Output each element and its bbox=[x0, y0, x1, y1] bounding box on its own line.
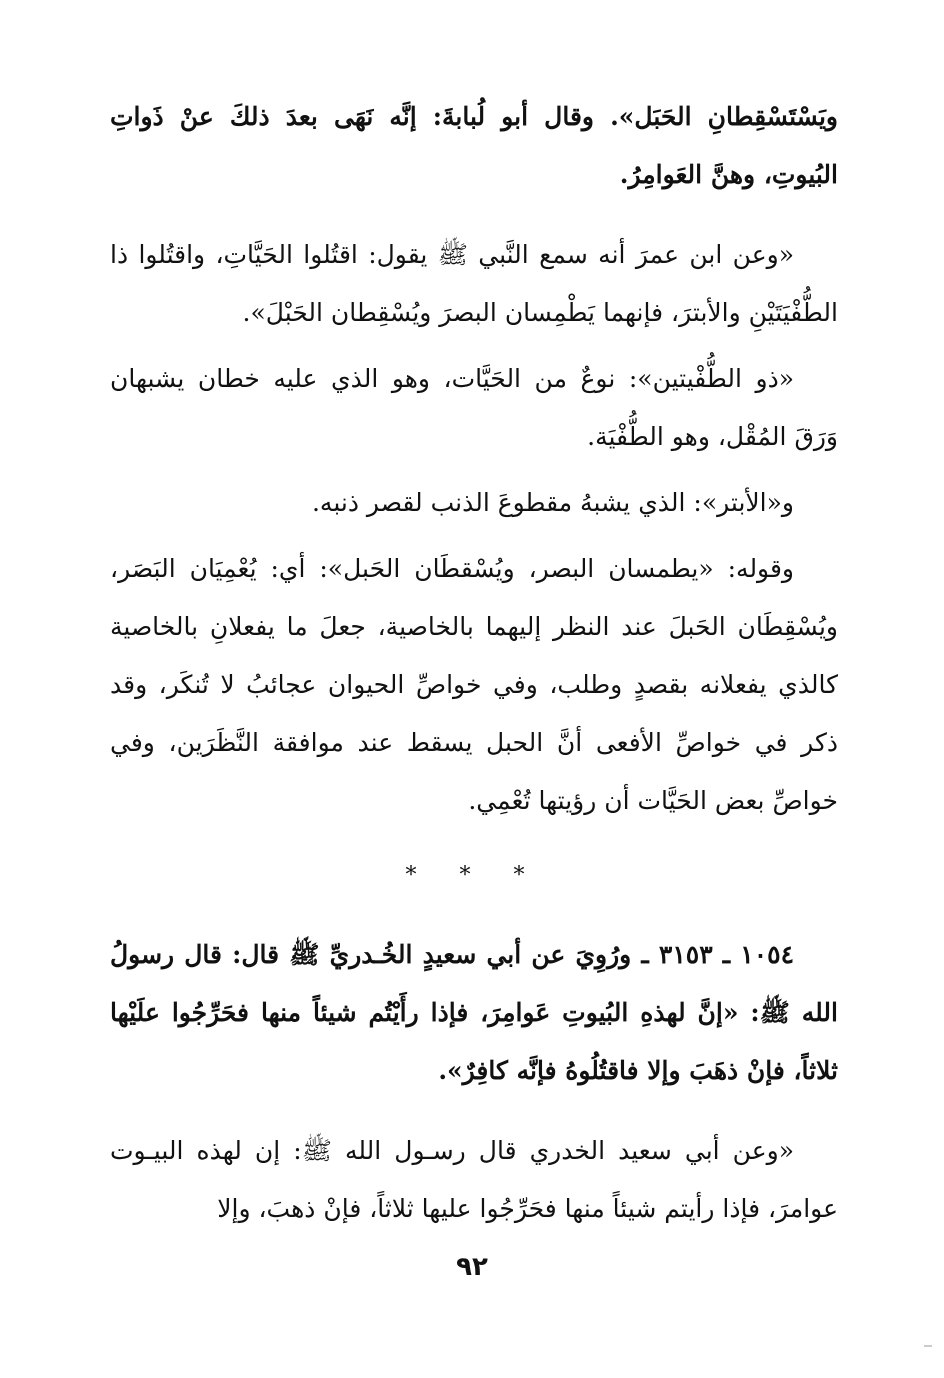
page-content bbox=[110, 88, 838, 1378]
paragraph-abu-said-commentary: «وعن أبي سعيد الخدري قال رسـول الله ﷺ: إن لهذه البيـوت عوامرَ، فإذا رأيتم شيئاً منها فحَرِّجُوا عليها ثلاثاً، فإنْ ذهبَ، وإلا bbox=[110, 1136, 838, 1223]
section-separator: * * * bbox=[405, 863, 543, 888]
paragraph-abtar: و«الأبتر»: الذي يشبهُ مقطوعَ الذنب لقصر ذنبه. bbox=[311, 488, 794, 517]
paragraph-explanation: وقوله: «يطمسان البصر، ويُسْقطَان الحَبل»: أي: يُعْمِيَان البَصَر، ويُسْقِطَان الحَبلَ عند النظر إليهما بالخاصية، جعلَ ما يفعلانِ بالخاصية كالذي يفعلانه بقصدٍ وطلب، وفي خواصِّ الحيوان عجائبُ لا تُنكَر، وقد ذكر في خواصِّ الأفعى أنَّ الحبل يسقط عند موافقة النَّظَرَين، وفي خواصِّ بعض الحَيَّات أن رؤيتها تُعْمِي. bbox=[110, 554, 838, 815]
paragraph-dhu-tufyatayn: «ذو الطُّفْيتين»: نوعٌ من الحَيَّات، وهو الذي عليه خطان يشبهان وَرَقَ المُقْل، وهو الطُّفْيَة. bbox=[110, 364, 838, 451]
scan-edge-mark bbox=[924, 1345, 932, 1347]
paragraph-continuation: ويَسْتَسْقِطانِ الحَبَل». وقال أبو لُبابةَ: إنَّه نَهَى بعدَ ذلكَ عنْ ذَواتِ البُيوتِ، وهنَّ العَوامِرُ. bbox=[110, 102, 838, 189]
paragraph-ibn-umar-hadith: «وعن ابن عمرَ أنه سمع النَّبي ﷺ يقول: اقتُلوا الحَيَّاتِ، واقتُلوا ذا الطُّفْيَتَيْنِ والأبترَ، فإنهما يَطْمِسان البصرَ ويُسْقِطان الحَبْلَ». bbox=[110, 240, 838, 327]
hadith-1054: ١٠٥٤ ـ ٣١٥٣ ـ ورُوِيَ عن أبي سعيدٍ الخُـدريِّ ﷺ قال: قال رسولُ الله ﷺ: «إنَّ لهذهِ البُيوتِ عَوامِرَ، فإذا رأَيْتُم شيئاً منها فحَرِّجُوا علَيْها ثلاثاً، فإنْ ذهَبَ وإلا فاقتُلُوهُ فإنَّه كافِرٌ». bbox=[110, 940, 838, 1085]
page-number: ٩٢ bbox=[456, 1252, 488, 1282]
